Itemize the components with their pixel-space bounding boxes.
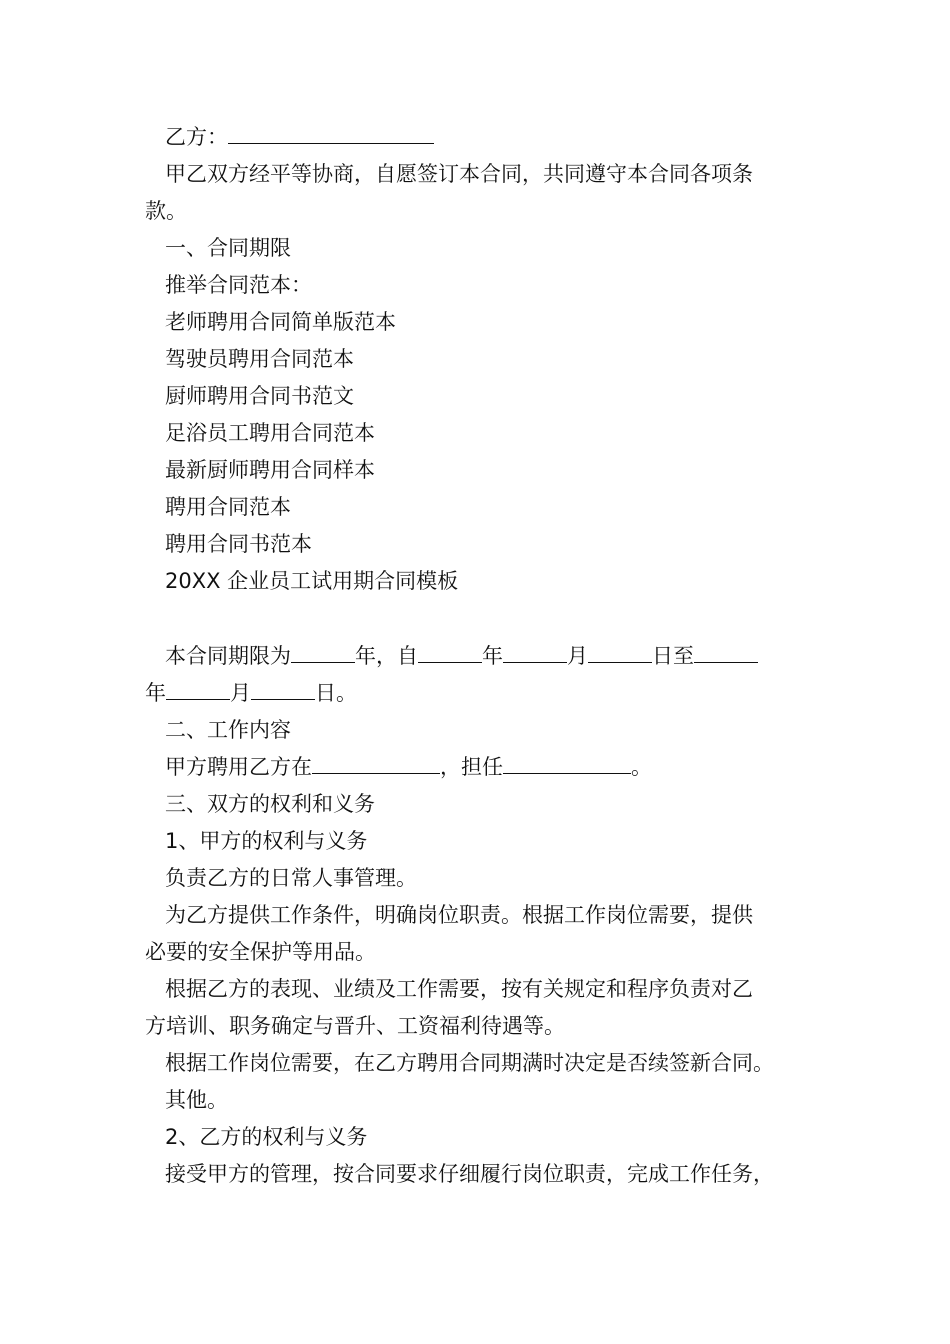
term-text: 日至 — [652, 644, 694, 668]
term-text: 日。 — [315, 681, 357, 705]
term-line-1 — [165, 642, 758, 670]
work-place-blank — [312, 753, 440, 774]
recommend-link[interactable]: 20XX 企业员工试用期合同模板 — [165, 569, 459, 593]
section-2-title: 二、工作内容 — [165, 718, 291, 742]
recommend-link[interactable]: 老师聘用合同简单版范本 — [165, 310, 396, 334]
intro-line-2: 款。 — [145, 199, 187, 223]
recommend-link[interactable]: 聘用合同范本 — [165, 495, 291, 519]
term-blank — [291, 642, 355, 663]
work-text: ，担任 — [440, 755, 503, 779]
party-b-blank — [228, 123, 434, 144]
a-item-3-line-1: 根据乙方的表现、业绩及工作需要，按有关规定和程序负责对乙 — [165, 977, 753, 1001]
a-item-3-line-2: 方培训、职务确定与晋升、工资福利待遇等。 — [145, 1014, 565, 1038]
term-text: 年，自 — [355, 644, 418, 668]
a-item-1: 负责乙方的日常人事管理。 — [165, 866, 417, 890]
a-item-2-line-2: 必要的安全保护等用品。 — [145, 940, 376, 964]
recommend-label: 推举合同范本： — [165, 273, 312, 297]
recommend-link[interactable]: 聘用合同书范本 — [165, 532, 312, 556]
sub-2-title: 2、乙方的权利与义务 — [165, 1125, 368, 1149]
term-text: 本合同期限为 — [165, 644, 291, 668]
term-blank — [694, 642, 758, 663]
term-text: 年 — [482, 644, 503, 668]
term-text: 年 — [145, 681, 166, 705]
party-b-label: 乙方： — [165, 125, 228, 149]
recommend-link[interactable]: 驾驶员聘用合同范本 — [165, 347, 354, 371]
work-position-blank — [503, 753, 631, 774]
term-blank — [418, 642, 482, 663]
work-line — [165, 753, 652, 781]
recommend-link[interactable]: 厨师聘用合同书范文 — [165, 384, 354, 408]
work-text: 甲方聘用乙方在 — [165, 755, 312, 779]
party-b-line — [165, 123, 434, 151]
sub-1-title: 1、甲方的权利与义务 — [165, 829, 368, 853]
term-line-2 — [145, 679, 357, 707]
term-blank — [251, 679, 315, 700]
recommend-link[interactable]: 最新厨师聘用合同样本 — [165, 458, 375, 482]
intro-line-1: 甲乙双方经平等协商，自愿签订本合同，共同遵守本合同各项条 — [165, 162, 753, 186]
section-1-title: 一、合同期限 — [165, 236, 291, 260]
a-item-2-line-1: 为乙方提供工作条件，明确岗位职责。根据工作岗位需要，提供 — [165, 903, 753, 927]
term-blank — [166, 679, 230, 700]
recommend-link[interactable]: 足浴员工聘用合同范本 — [165, 421, 375, 445]
a-item-4: 根据工作岗位需要，在乙方聘用合同期满时决定是否续签新合同。 — [165, 1051, 774, 1075]
term-text: 月 — [230, 681, 251, 705]
term-blank — [503, 642, 567, 663]
work-text: 。 — [631, 755, 652, 779]
term-blank — [588, 642, 652, 663]
b-item-1: 接受甲方的管理，按合同要求仔细履行岗位职责，完成工作任务， — [165, 1162, 774, 1186]
a-item-5: 其他。 — [165, 1088, 228, 1112]
section-3-title: 三、双方的权利和义务 — [165, 792, 375, 816]
term-text: 月 — [567, 644, 588, 668]
